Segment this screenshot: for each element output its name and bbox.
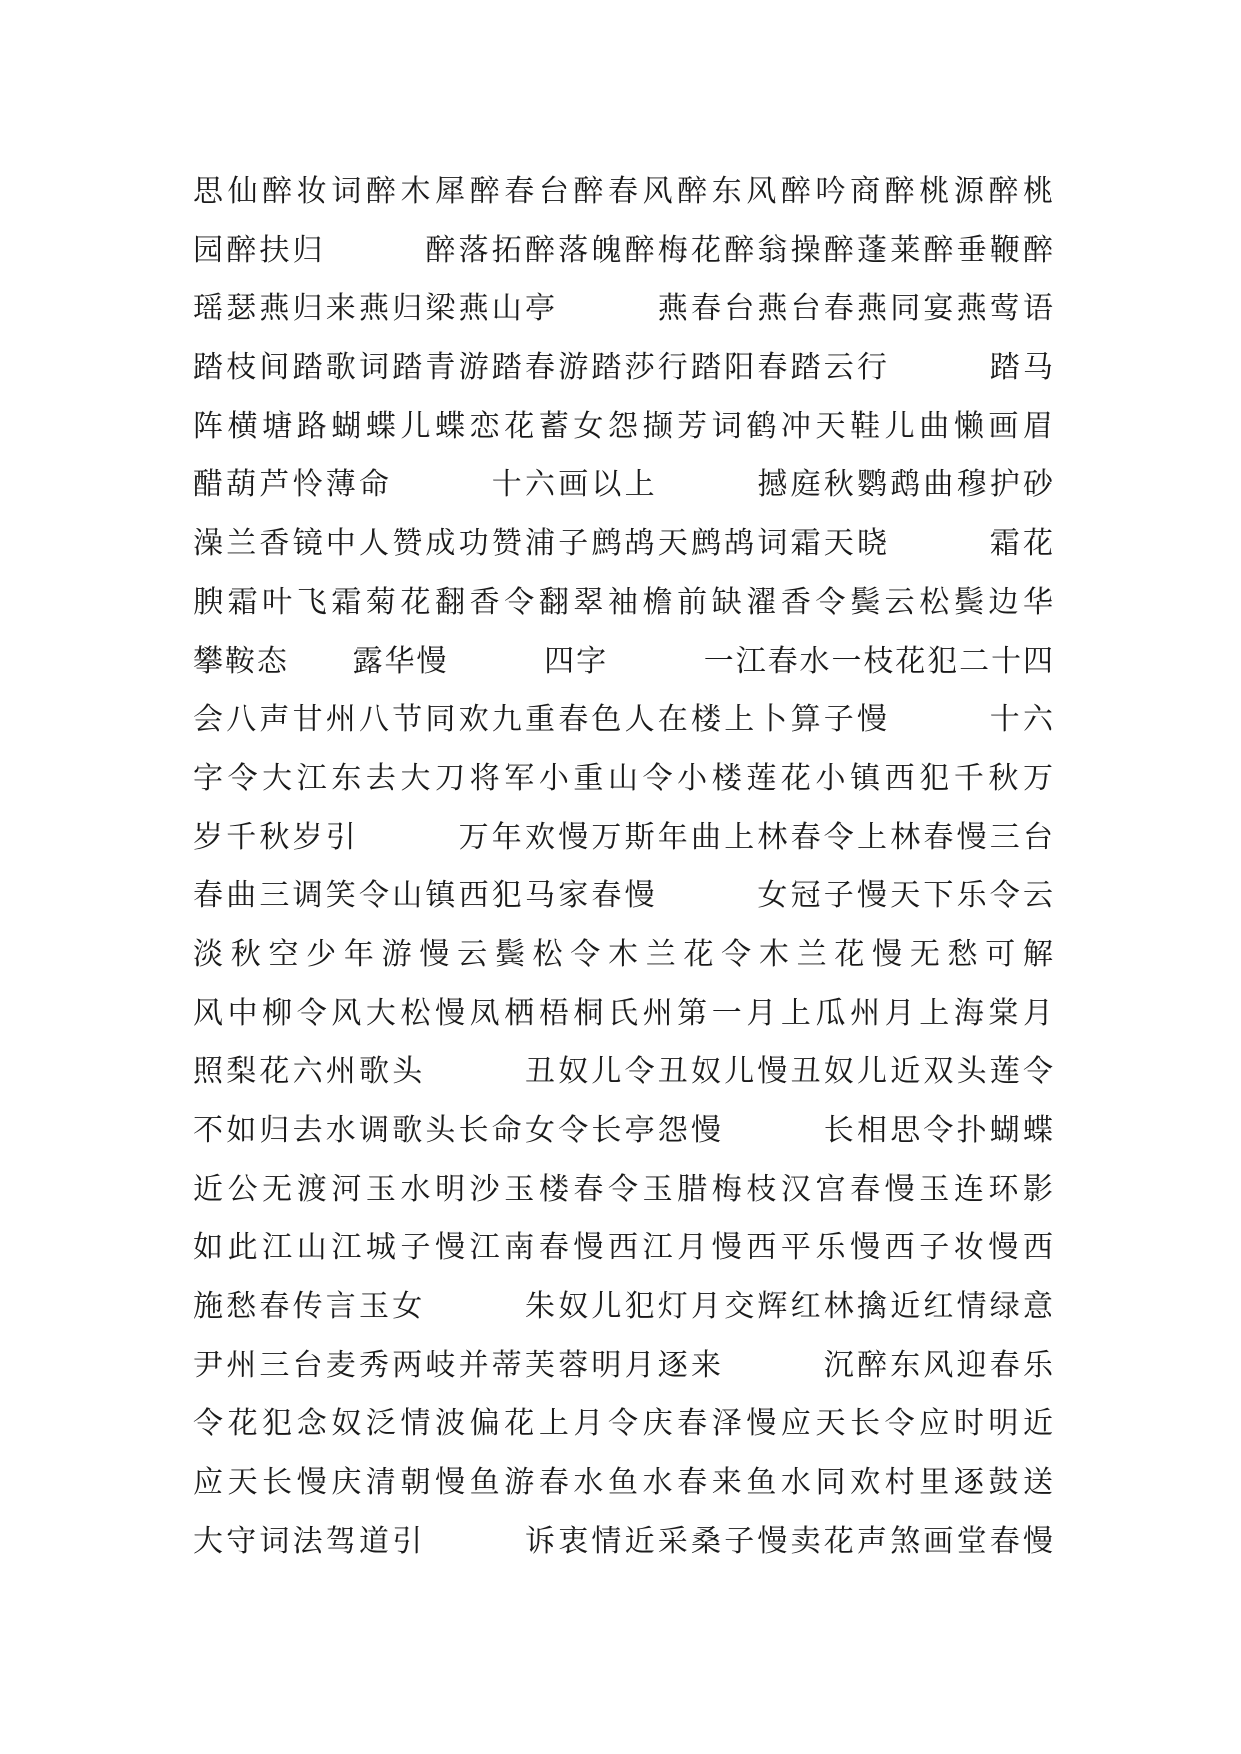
- text-line: 字令大江东去大刀将军小重山令小楼莲花小镇西犯千秋万: [193, 760, 1053, 796]
- text-line: 思仙醉妆词醉木犀醉春台醉春风醉东风醉吟商醉桃源醉桃: [193, 174, 1053, 209]
- text-line: 大守词法驾道引 诉衷情近采桑子慢卖花声煞画堂春慢: [193, 1523, 1053, 1559]
- text-line: 瑶瑟燕归来燕归梁燕山亭 燕春台燕台春燕同宴燕莺语: [193, 291, 1053, 327]
- text-line: 澡兰香镜中人赞成功赞浦子鹧鸪天鹧鸪词霜天晓 霜花: [193, 526, 1053, 562]
- text-line: 近公无渡河玉水明沙玉楼春令玉腊梅枝汉宫春慢玉连环影: [193, 1171, 1053, 1207]
- text-line: 令花犯念奴泛情波偏花上月令庆春泽慢应天长令应时明近: [193, 1406, 1053, 1442]
- text-line: 园醉扶归 醉落拓醉落魄醉梅花醉翁操醉蓬莱醉垂鞭醉: [193, 232, 1053, 268]
- text-line: 尹州三台麦秀两岐并蒂芙蓉明月逐来 沉醉东风迎春乐: [193, 1347, 1053, 1383]
- text-line: 照梨花六州歌头 丑奴儿令丑奴儿慢丑奴儿近双头莲令: [193, 1054, 1053, 1090]
- body-text: [193, 163, 1053, 1572]
- text-line: 腴霜叶飞霜菊花翻香令翻翠袖檐前缺濯香令鬓云松鬓边华: [193, 584, 1053, 620]
- text-line: 踏枝间踏歌词踏青游踏春游踏莎行踏阳春踏云行 踏马: [193, 350, 1053, 386]
- text-line: 施愁春传言玉女 朱奴儿犯灯月交辉红林擒近红情绿意: [193, 1289, 1053, 1325]
- text-line: 淡秋空少年游慢云鬓松令木兰花令木兰花慢无愁可解: [193, 936, 1053, 972]
- text-line: 风中柳令风大松慢凤栖梧桐氏州第一月上瓜州月上海棠月: [193, 995, 1053, 1031]
- text-line: 会八声甘州八节同欢九重春色人在楼上卜算子慢 十六: [193, 702, 1053, 738]
- text-line: 攀鞍态 露华慢 四字 一江春水一枝花犯二十四: [193, 643, 1053, 679]
- text-line: 醋葫芦怜薄命 十六画以上 撼庭秋鹦鹉曲穆护砂: [193, 467, 1053, 503]
- text-line: 春曲三调笑令山镇西犯马家春慢 女冠子慢天下乐令云: [193, 878, 1053, 914]
- text-line: 如此江山江城子慢江南春慢西江月慢西平乐慢西子妆慢西: [193, 1230, 1053, 1266]
- text-line: 阵横塘路蝴蝶儿蝶恋花蓄女怨撷芳词鹤冲天鞋儿曲懒画眉: [193, 408, 1053, 444]
- text-line: 应天长慢庆清朝慢鱼游春水鱼水春来鱼水同欢村里逐鼓送: [193, 1465, 1053, 1501]
- text-line: 岁千秋岁引 万年欢慢万斯年曲上林春令上林春慢三台: [193, 819, 1053, 855]
- text-line: 不如归去水调歌头长命女令长亭怨慢 长相思令扑蝴蝶: [193, 1113, 1053, 1148]
